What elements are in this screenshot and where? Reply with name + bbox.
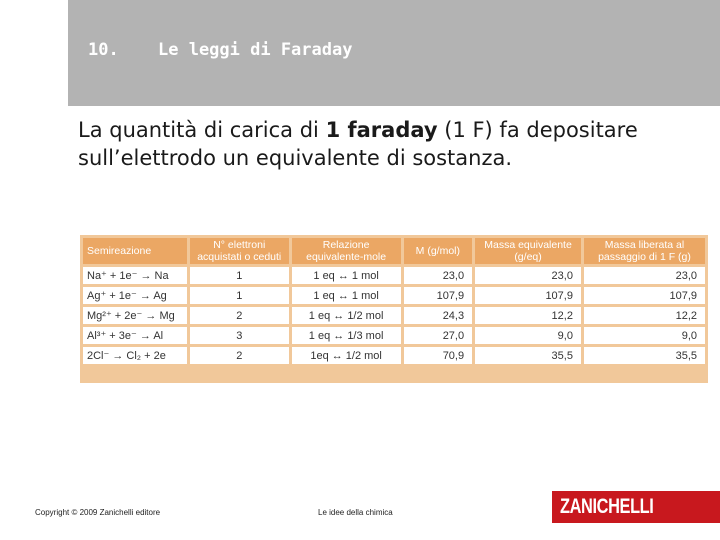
table-cell: Na⁺ + 1e⁻ → Na bbox=[83, 267, 187, 284]
table-cell: 35,5 bbox=[584, 347, 705, 364]
body-paragraph bbox=[78, 116, 638, 172]
table-cell: 12,2 bbox=[475, 307, 581, 324]
footer-book-title: Le idee della chimica bbox=[318, 508, 393, 517]
table-row bbox=[83, 347, 705, 364]
table-cell: 2 bbox=[190, 307, 289, 324]
column-header: Massa liberata al passaggio di 1 F (g) bbox=[584, 238, 705, 264]
column-header: M (g/mol) bbox=[404, 238, 473, 264]
column-header: Relazione equivalente-mole bbox=[292, 238, 401, 264]
table-cell: 70,9 bbox=[404, 347, 473, 364]
table-cell: 23,0 bbox=[475, 267, 581, 284]
table-cell: 35,5 bbox=[475, 347, 581, 364]
table-cell: 2Cl⁻ → Cl₂ + 2e bbox=[83, 347, 187, 364]
faraday-table bbox=[80, 235, 708, 383]
table-row bbox=[83, 307, 705, 324]
body-text-bold: 1 faraday bbox=[325, 118, 438, 142]
table-cell: 3 bbox=[190, 327, 289, 344]
table-cell: 1 eq ↔ 1 mol bbox=[292, 267, 401, 284]
table-row bbox=[83, 287, 705, 304]
logo-text: ZANICHELLI bbox=[560, 495, 654, 518]
table-cell: 9,0 bbox=[475, 327, 581, 344]
slide-title: Le leggi di Faraday bbox=[158, 40, 353, 60]
table-cell: 1 eq ↔ 1 mol bbox=[292, 287, 401, 304]
table-cell: 23,0 bbox=[584, 267, 705, 284]
body-text-after: (1 F) fa depositare sull’elettrodo un equivalente di sostanza. bbox=[78, 118, 638, 170]
table-cell: 27,0 bbox=[404, 327, 473, 344]
table-cell: Ag⁺ + 1e⁻ → Ag bbox=[83, 287, 187, 304]
column-header: Massa equivalente (g/eq) bbox=[475, 238, 581, 264]
table-header-row bbox=[83, 238, 705, 264]
body-text-before: La quantità di carica di bbox=[78, 118, 326, 142]
column-header: N° elettroni acquistati o ceduti bbox=[190, 238, 289, 264]
zanichelli-logo bbox=[552, 491, 720, 523]
table-cell: 23,0 bbox=[404, 267, 473, 284]
table-row bbox=[83, 267, 705, 284]
table-cell: 9,0 bbox=[584, 327, 705, 344]
table-cell: Al³⁺ + 3e⁻ → Al bbox=[83, 327, 187, 344]
footer-copyright: Copyright © 2009 Zanichelli editore bbox=[35, 508, 161, 517]
table-cell: 24,3 bbox=[404, 307, 473, 324]
table-cell: 12,2 bbox=[584, 307, 705, 324]
column-header: Semireazione bbox=[83, 238, 187, 264]
table-row bbox=[83, 327, 705, 344]
table-cell: 1 bbox=[190, 267, 289, 284]
table-cell: 107,9 bbox=[475, 287, 581, 304]
table-cell: 1eq ↔ 1/2 mol bbox=[292, 347, 401, 364]
table-cell: Mg²⁺ + 2e⁻ → Mg bbox=[83, 307, 187, 324]
table-cell: 107,9 bbox=[404, 287, 473, 304]
table-cell: 1 eq ↔ 1/3 mol bbox=[292, 327, 401, 344]
slide-number: 10. bbox=[88, 40, 119, 60]
table-cell: 1 eq ↔ 1/2 mol bbox=[292, 307, 401, 324]
table-cell: 2 bbox=[190, 347, 289, 364]
table-cell: 1 bbox=[190, 287, 289, 304]
table-cell: 107,9 bbox=[584, 287, 705, 304]
